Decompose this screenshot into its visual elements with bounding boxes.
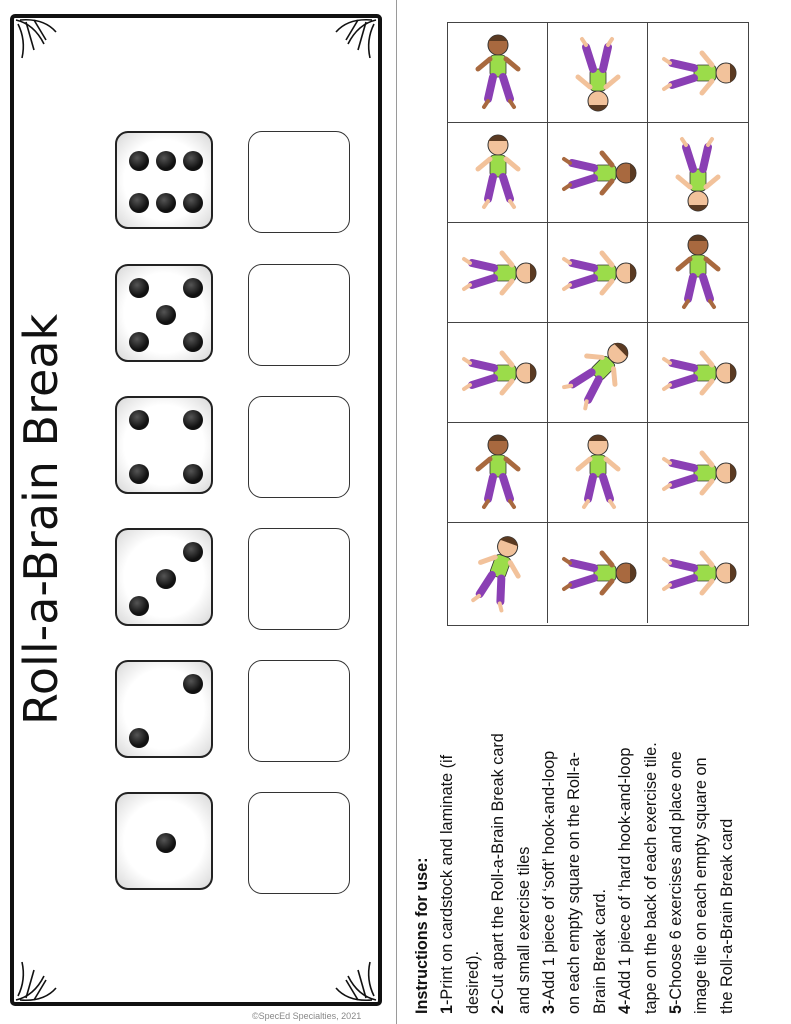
page-divider [396, 0, 397, 1024]
yoga-kid-icon [548, 123, 648, 223]
die-pip [129, 193, 149, 213]
yoga-kid-icon [648, 523, 748, 623]
exercise-tile [448, 423, 548, 523]
instruction-text: -Add 1 piece of ‘hard hook-and-loop [616, 747, 635, 1005]
yoga-kid-icon [648, 423, 748, 523]
instruction-line [613, 639, 638, 1014]
exercise-tile [648, 423, 748, 523]
exercise-tile [548, 423, 648, 523]
instruction-text: -Add 1 piece of ‘soft’ hook-and-loop [540, 750, 559, 1005]
empty-square [248, 131, 350, 233]
exercise-tile-grid [447, 22, 749, 626]
die-pip [156, 193, 176, 213]
step-number: 4 [616, 1004, 635, 1014]
yoga-kid-icon [648, 223, 748, 323]
exercise-tile [648, 123, 748, 223]
instruction-text: -Print on cardstock and laminate (if [438, 754, 457, 1005]
exercise-tile [448, 23, 548, 123]
yoga-kid-icon [548, 223, 648, 323]
die-pip [129, 151, 149, 171]
empty-square [248, 528, 350, 630]
instructions-heading: Instructions for use: [413, 857, 431, 1014]
die-face-3 [115, 528, 213, 626]
exercise-tile [448, 223, 548, 323]
yoga-kid-icon [448, 123, 548, 223]
exercise-tile [548, 523, 648, 623]
exercise-tile [448, 523, 548, 623]
exercise-tile [548, 323, 648, 423]
instruction-line [537, 639, 562, 1014]
die-pip [129, 728, 149, 748]
die-pip [183, 464, 203, 484]
exercise-tile [648, 23, 748, 123]
empty-square [248, 792, 350, 894]
exercise-tile [648, 523, 748, 623]
card-title: Roll-a-Brain Break [14, 313, 68, 725]
step-number: 2 [489, 1004, 508, 1014]
exercise-tile [548, 23, 648, 123]
die-face-2 [115, 660, 213, 758]
step-number: 3 [540, 1004, 559, 1014]
instruction-line [715, 639, 740, 1014]
die-pip [156, 569, 176, 589]
instruction-line [435, 639, 460, 1014]
instruction-line [461, 639, 486, 1014]
die-pip [129, 596, 149, 616]
die-pip [183, 151, 203, 171]
yoga-kid-icon [548, 23, 648, 123]
die-pip [156, 305, 176, 325]
yoga-kid-icon [648, 23, 748, 123]
exercise-tile [648, 323, 748, 423]
instruction-text: -Choose 6 exercises and place one [667, 751, 686, 1005]
empty-square [248, 264, 350, 366]
instruction-text: desired). [463, 951, 482, 1014]
yoga-kid-icon [548, 323, 648, 423]
yoga-kid-icon [648, 323, 748, 423]
exercise-tile [548, 123, 648, 223]
instruction-line [512, 639, 537, 1014]
die-pip [129, 332, 149, 352]
empty-square [248, 396, 350, 498]
instruction-line [588, 639, 613, 1014]
die-pip [129, 464, 149, 484]
die-face-4 [115, 396, 213, 494]
die-pip [156, 833, 176, 853]
yoga-kid-icon [448, 423, 548, 523]
die-pip [183, 674, 203, 694]
die-pip [183, 542, 203, 562]
die-pip [156, 151, 176, 171]
empty-square [248, 660, 350, 762]
instruction-line [486, 639, 511, 1014]
yoga-kid-icon [448, 23, 548, 123]
instruction-line [689, 639, 714, 1014]
copyright-text: ©SpecEd Specialties, 2021 [252, 1011, 362, 1021]
instruction-line [664, 639, 689, 1014]
yoga-kid-icon [448, 223, 548, 323]
instruction-text: -Cut apart the Roll-a-Brain Break card [489, 733, 508, 1005]
die-pip [183, 410, 203, 430]
yoga-kid-icon [548, 523, 648, 623]
exercise-tile [448, 123, 548, 223]
instruction-line [562, 639, 587, 1014]
instruction-text: and small exercise tiles [514, 846, 533, 1014]
exercise-tile [648, 223, 748, 323]
die-pip [183, 332, 203, 352]
instruction-text: the Roll-a-Brain Break card [717, 818, 736, 1014]
die-pip [129, 410, 149, 430]
step-number: 1 [438, 1004, 457, 1014]
instruction-text: tape on the back of each exercise tile. [641, 742, 660, 1014]
instruction-text: on each empty square on the Roll-a- [565, 752, 584, 1014]
instruction-text: Brain Break card. [590, 888, 609, 1014]
exercise-tile [548, 223, 648, 323]
yoga-kid-icon [648, 123, 748, 223]
die-face-1 [115, 792, 213, 890]
exercise-tile [448, 323, 548, 423]
instruction-line [639, 639, 664, 1014]
yoga-kid-icon [448, 523, 548, 623]
die-face-6 [115, 131, 213, 229]
yoga-kid-icon [448, 323, 548, 423]
yoga-kid-icon [548, 423, 648, 523]
die-pip [183, 278, 203, 298]
instruction-text: image tile on each empty square on [692, 757, 711, 1014]
die-face-5 [115, 264, 213, 362]
step-number: 5 [667, 1004, 686, 1014]
die-pip [183, 193, 203, 213]
instructions [410, 639, 740, 1014]
die-pip [129, 278, 149, 298]
